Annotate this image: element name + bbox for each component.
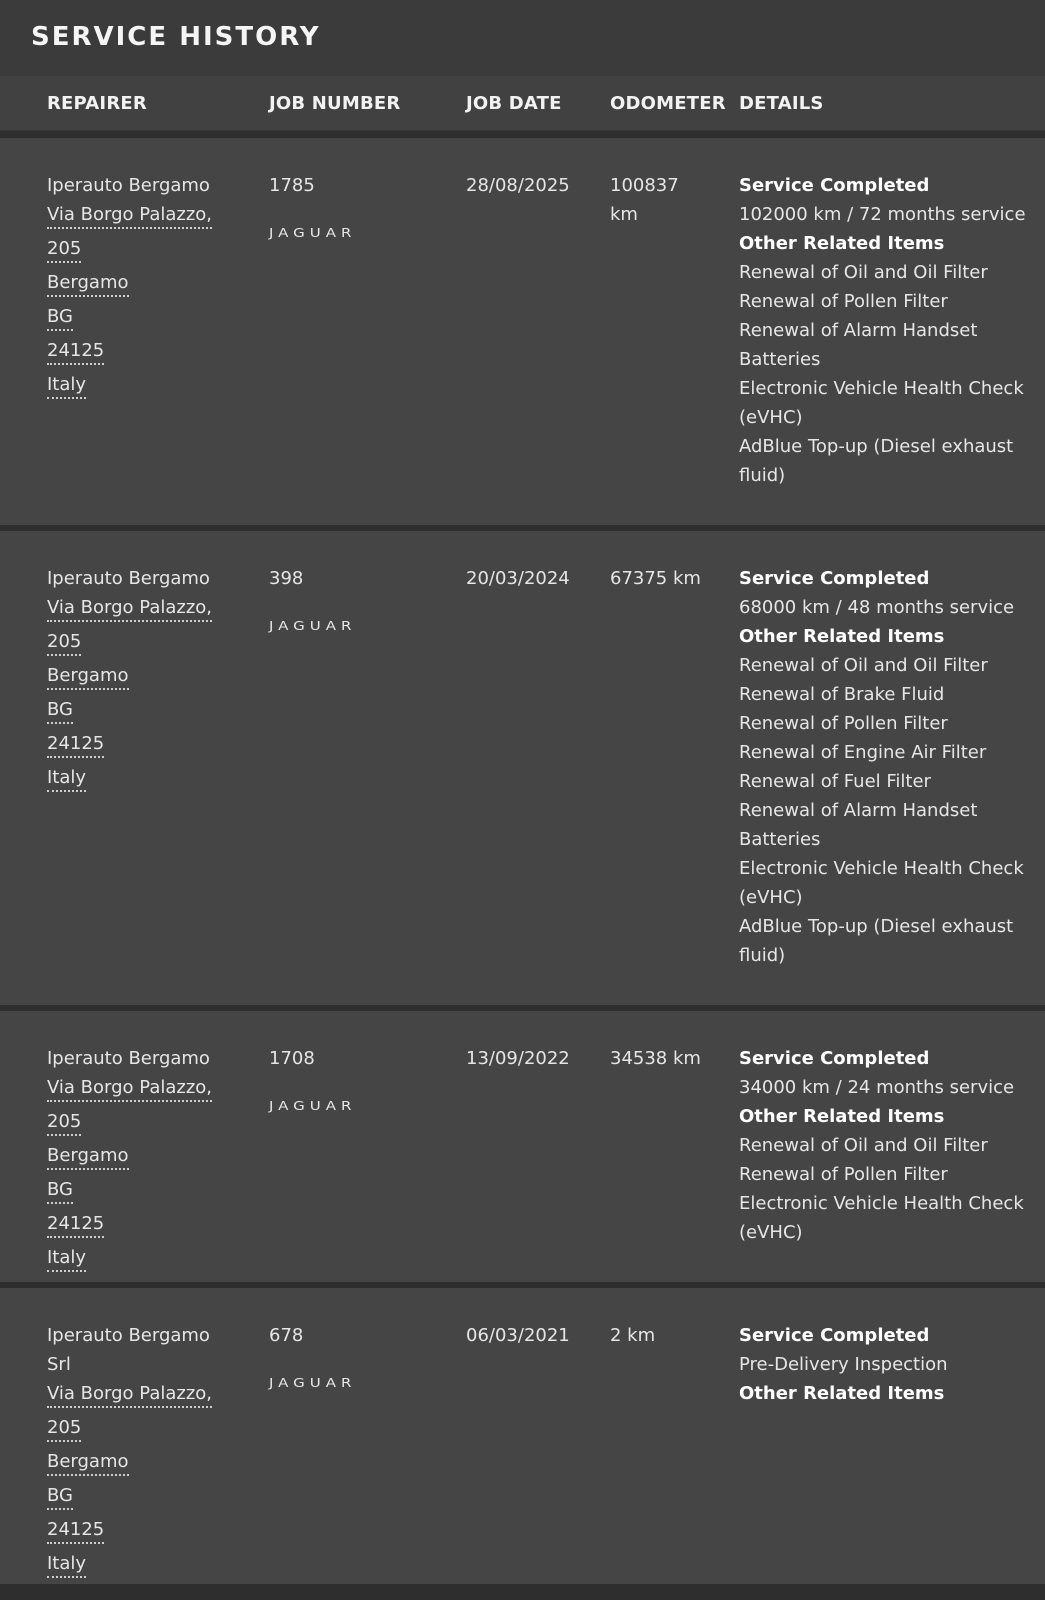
related-item: (eVHC) — [739, 407, 803, 428]
column-header-job-number: JOB NUMBER — [269, 93, 401, 114]
related-item: Renewal of Fuel Filter — [739, 771, 931, 792]
address-line — [47, 1209, 247, 1243]
address-link[interactable]: 24125 — [47, 1518, 104, 1544]
job-number-cell — [269, 1321, 429, 1401]
address-line — [47, 370, 247, 404]
address-line — [47, 1481, 247, 1515]
job-date-cell — [466, 171, 596, 200]
address-line — [47, 729, 247, 763]
job-number: 398 — [269, 568, 304, 589]
address-link[interactable]: BG — [47, 698, 73, 724]
job-date-cell — [466, 1044, 596, 1073]
table-header — [0, 76, 1045, 131]
related-item: Renewal of Alarm Handset — [739, 800, 978, 821]
job-number: 678 — [269, 1325, 304, 1346]
repairer-cell — [47, 564, 247, 797]
address-link[interactable]: 24125 — [47, 339, 104, 365]
table-row — [0, 138, 1045, 525]
jaguar-logo: JAGUAR — [269, 619, 357, 634]
address-line — [47, 1243, 247, 1277]
address-line — [47, 268, 247, 302]
address-link[interactable]: 24125 — [47, 1212, 104, 1238]
address-line — [47, 1515, 247, 1549]
address-line — [47, 200, 247, 234]
related-item: (eVHC) — [739, 887, 803, 908]
job-number-cell — [269, 171, 429, 251]
job-number: 1708 — [269, 1048, 315, 1069]
other-related-items-heading: Other Related Items — [739, 626, 945, 647]
related-item: Renewal of Oil and Oil Filter — [739, 655, 988, 676]
job-date-cell — [466, 564, 596, 593]
service-completed-heading: Service Completed — [739, 1325, 930, 1346]
related-item: Renewal of Oil and Oil Filter — [739, 1135, 988, 1156]
details-cell — [739, 1321, 1039, 1408]
address-link[interactable]: Italy — [47, 1552, 86, 1578]
address-line — [47, 1447, 247, 1481]
service-completed-heading: Service Completed — [739, 175, 930, 196]
related-item: Renewal of Alarm Handset — [739, 320, 978, 341]
address-line — [47, 1073, 247, 1107]
address-link[interactable]: Bergamo — [47, 664, 129, 690]
column-header-job-date: JOB DATE — [466, 93, 562, 114]
address-link[interactable]: Via Borgo Palazzo, — [47, 1076, 212, 1102]
related-item: Batteries — [739, 349, 821, 370]
related-item: Renewal of Brake Fluid — [739, 684, 945, 705]
address-line — [47, 593, 247, 627]
details-cell — [739, 171, 1039, 490]
address-link[interactable]: Italy — [47, 1246, 86, 1272]
job-number-cell — [269, 564, 429, 644]
address-line — [47, 336, 247, 370]
related-item: Renewal of Oil and Oil Filter — [739, 262, 988, 283]
odometer-value: 100837 — [610, 175, 679, 196]
job-date: 13/09/2022 — [466, 1048, 570, 1069]
address-link[interactable]: Bergamo — [47, 271, 129, 297]
address-line — [47, 695, 247, 729]
column-header-details: DETAILS — [739, 93, 824, 114]
odometer-cell — [610, 1044, 720, 1073]
odometer-value: 34538 km — [610, 1048, 701, 1069]
address-link[interactable]: Via Borgo Palazzo, — [47, 1382, 212, 1408]
job-date: 28/08/2025 — [466, 175, 570, 196]
address-link[interactable]: Bergamo — [47, 1450, 129, 1476]
related-item: Electronic Vehicle Health Check — [739, 858, 1024, 879]
page-title: SERVICE HISTORY — [31, 22, 321, 52]
related-item: fluid) — [739, 465, 786, 486]
address-line — [47, 302, 247, 336]
job-number-cell — [269, 1044, 429, 1124]
address-line — [47, 234, 247, 268]
service-completed-heading: Service Completed — [739, 1048, 930, 1069]
jaguar-logo: JAGUAR — [269, 1099, 357, 1114]
address-line — [47, 1413, 247, 1447]
repairer-cell — [47, 1044, 247, 1277]
odometer-value: 67375 km — [610, 568, 701, 589]
job-date: 20/03/2024 — [466, 568, 570, 589]
jaguar-logo: JAGUAR — [269, 226, 357, 241]
repairer-name: Iperauto Bergamo — [47, 175, 210, 196]
address-link[interactable]: 205 — [47, 237, 81, 263]
related-item: Renewal of Pollen Filter — [739, 713, 948, 734]
odometer-cell — [610, 564, 720, 593]
address-line — [47, 1107, 247, 1141]
related-item: Renewal of Engine Air Filter — [739, 742, 987, 763]
address-line — [47, 763, 247, 797]
column-header-odometer: ODOMETER — [610, 93, 726, 114]
odometer-value: km — [610, 204, 638, 225]
service-completed-heading: Service Completed — [739, 568, 930, 589]
related-item: Electronic Vehicle Health Check — [739, 1193, 1024, 1214]
address-link[interactable]: 205 — [47, 630, 81, 656]
job-date: 06/03/2021 — [466, 1325, 570, 1346]
address-line — [47, 1549, 247, 1583]
repairer-cell — [47, 171, 247, 404]
other-related-items-heading: Other Related Items — [739, 1106, 945, 1127]
service-description: 68000 km / 48 months service — [739, 597, 1015, 618]
address-link[interactable]: Bergamo — [47, 1144, 129, 1170]
address-link[interactable]: BG — [47, 1178, 73, 1204]
address-link[interactable]: Italy — [47, 373, 86, 399]
details-cell — [739, 1044, 1039, 1247]
related-item: Electronic Vehicle Health Check — [739, 378, 1024, 399]
title-bar — [0, 0, 1045, 76]
related-item: AdBlue Top-up (Diesel exhaust — [739, 916, 1014, 937]
details-cell — [739, 564, 1039, 970]
repairer-name: Srl — [47, 1354, 71, 1375]
related-item: (eVHC) — [739, 1222, 803, 1243]
table-row — [0, 1011, 1045, 1282]
odometer-cell — [610, 1321, 720, 1350]
related-item: Batteries — [739, 829, 821, 850]
repairer-name: Iperauto Bergamo — [47, 568, 210, 589]
table-row — [0, 1288, 1045, 1584]
address-link[interactable]: Via Borgo Palazzo, — [47, 596, 212, 622]
address-link[interactable]: Via Borgo Palazzo, — [47, 203, 212, 229]
other-related-items-heading: Other Related Items — [739, 1383, 945, 1404]
address-line — [47, 1175, 247, 1209]
address-line — [47, 1141, 247, 1175]
address-link[interactable]: 205 — [47, 1416, 81, 1442]
repairer-cell — [47, 1321, 247, 1583]
job-date-cell — [466, 1321, 596, 1350]
address-link[interactable]: Italy — [47, 766, 86, 792]
address-link[interactable]: BG — [47, 305, 73, 331]
odometer-cell — [610, 171, 720, 229]
job-number: 1785 — [269, 175, 315, 196]
related-item: AdBlue Top-up (Diesel exhaust — [739, 436, 1014, 457]
odometer-value: 2 km — [610, 1325, 656, 1346]
repairer-name: Iperauto Bergamo — [47, 1325, 210, 1346]
repairer-name: Iperauto Bergamo — [47, 1048, 210, 1069]
column-header-repairer: REPAIRER — [47, 93, 147, 114]
address-line — [47, 627, 247, 661]
service-description: 102000 km / 72 months service — [739, 204, 1026, 225]
address-link[interactable]: 205 — [47, 1110, 81, 1136]
service-description: 34000 km / 24 months service — [739, 1077, 1015, 1098]
related-item: Renewal of Pollen Filter — [739, 291, 948, 312]
related-item: Renewal of Pollen Filter — [739, 1164, 948, 1185]
table-row — [0, 531, 1045, 1005]
address-link[interactable]: BG — [47, 1484, 73, 1510]
jaguar-logo: JAGUAR — [269, 1376, 357, 1391]
address-line — [47, 1379, 247, 1413]
address-link[interactable]: 24125 — [47, 732, 104, 758]
service-description: Pre-Delivery Inspection — [739, 1354, 948, 1375]
other-related-items-heading: Other Related Items — [739, 233, 945, 254]
address-line — [47, 661, 247, 695]
related-item: fluid) — [739, 945, 786, 966]
